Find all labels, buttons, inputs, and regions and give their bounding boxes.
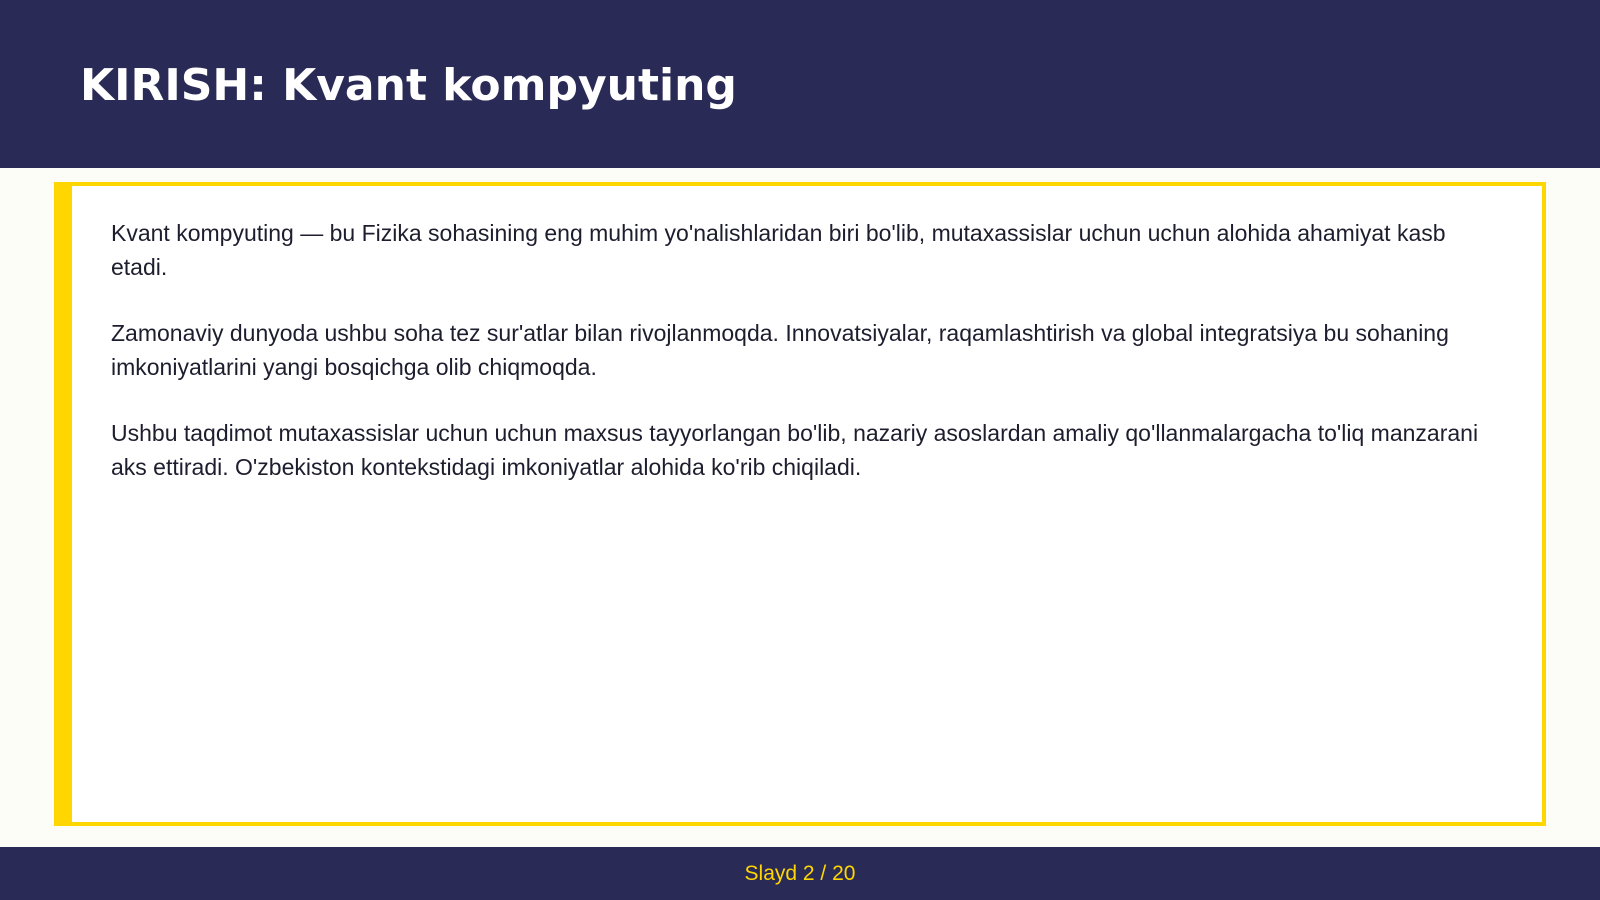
paragraph-modern-world: Zamonaviy dunyoda ushbu soha tez sur'atlar bilan rivojlanmoqda. Innovatsiyalar, raqamlashtirish va global integratsiya bu sohaning imkoniyatlarini yangi bosqichga olib chiqmoqda. [111,320,1449,380]
paragraph-intro: Kvant kompyuting — bu Fizika sohasining eng muhim yo'nalishlaridan biri bo'lib, mutaxassislar uchun uchun alohida ahamiyat kasb etadi. [111,220,1446,280]
slide-footer [0,847,1600,900]
body-text [111,216,1504,516]
slide-title: KIRISH: Kvant kompyuting [80,60,737,111]
paragraph-presentation-purpose: Ushbu taqdimot mutaxassislar uchun uchun maxsus tayyorlangan bo'lib, nazariy asoslardan amaliy qo'llanmalargacha to'liq manzarani aks ettiradi. O'zbekiston kontekstidagi imkoniyatlar alohida ko'rib chiqiladi. [111,420,1479,480]
slide-counter: Slayd 2 / 20 [744,862,856,885]
content-box [54,182,1546,826]
slide-header [0,0,1600,168]
